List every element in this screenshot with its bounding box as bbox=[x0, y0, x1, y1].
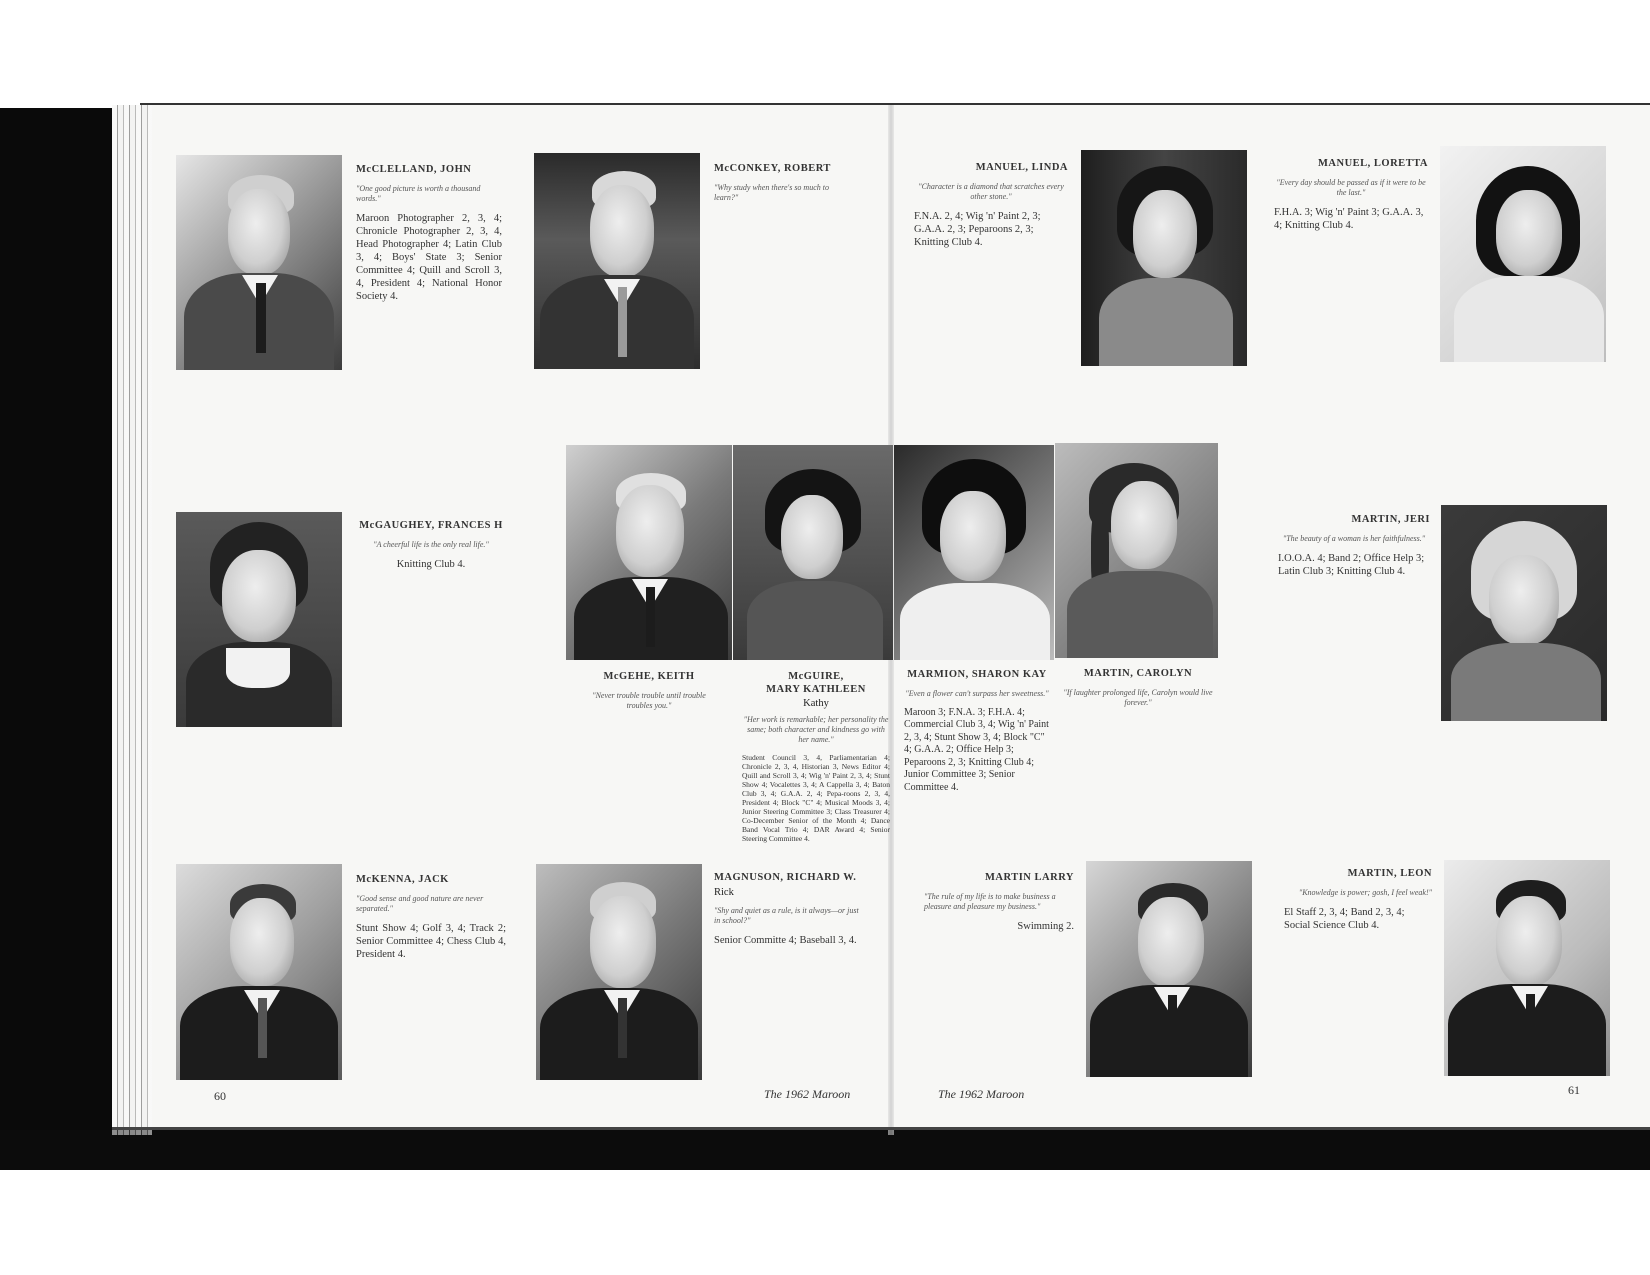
page-edge-top bbox=[140, 103, 1650, 105]
student-name: MARTIN, CAROLYN bbox=[1083, 668, 1193, 679]
portrait-marmion bbox=[894, 445, 1054, 660]
student-quote: "Character is a diamond that scratches every other stone." bbox=[918, 181, 1064, 201]
student-name-2: MARY KATHLEEN bbox=[766, 683, 866, 695]
portrait-mcgehe bbox=[566, 445, 732, 660]
footer-right: The 1962 Maroon bbox=[938, 1087, 1025, 1101]
student-nickname: Kathy bbox=[803, 698, 829, 710]
student-name: McGAUGHEY, FRANCES H bbox=[359, 520, 503, 531]
student-quote: "Even a flower can't surpass her sweetness." bbox=[905, 688, 1049, 698]
entry-mcclelland bbox=[356, 164, 502, 303]
scan-border-bottom bbox=[0, 1130, 1650, 1170]
student-quote: "If laughter prolonged life, Carolyn would live forever." bbox=[1063, 687, 1213, 707]
student-quote: "Never trouble trouble until trouble troubles you." bbox=[592, 690, 706, 710]
entry-manuel-linda bbox=[914, 162, 1068, 249]
student-activities: Swimming 2. bbox=[1017, 920, 1074, 932]
portrait-magnuson bbox=[536, 864, 702, 1080]
student-name: MANUEL, LORETTA bbox=[1318, 158, 1428, 169]
portrait-martin-carolyn bbox=[1055, 443, 1218, 658]
student-quote: "Knowledge is power; gosh, I feel weak!" bbox=[1298, 887, 1432, 897]
student-activities: F.H.A. 3; Wig 'n' Paint 3; G.A.A. 3, 4; Knitting Club 4. bbox=[1274, 206, 1424, 231]
student-name: McGUIRE, bbox=[788, 671, 844, 682]
student-name: MARTIN, JERI bbox=[1351, 514, 1430, 525]
student-quote: "A cheerful life is the only real life." bbox=[373, 539, 489, 549]
student-quote: "Her work is remarkable; her personality the same; both character and kindness go with her name." bbox=[743, 714, 889, 744]
student-quote: "Every day should be passed as if it were to be the last." bbox=[1276, 177, 1426, 197]
entry-marmion bbox=[904, 669, 1050, 794]
portrait-mcclelland bbox=[176, 155, 342, 370]
student-name: McKENNA, JACK bbox=[356, 874, 449, 885]
entry-mcconkey bbox=[714, 163, 844, 203]
portrait-manuel-linda bbox=[1081, 150, 1247, 366]
entry-magnuson bbox=[714, 872, 864, 947]
book-binding bbox=[112, 105, 152, 1135]
footer-left: The 1962 Maroon bbox=[764, 1087, 851, 1101]
entry-martin-carolyn bbox=[1060, 668, 1216, 708]
student-quote: "Good sense and good nature are never separated." bbox=[356, 893, 484, 913]
scan-border-left bbox=[0, 108, 112, 1170]
student-activities: I.O.O.A. 4; Band 2; Office Help 3; Latin Club 3; Knitting Club 4. bbox=[1278, 552, 1425, 577]
student-nickname: Rick bbox=[714, 886, 734, 898]
entry-mcgehe bbox=[584, 671, 714, 711]
student-quote: "One good picture is worth a thousand words." bbox=[356, 183, 481, 203]
page-number-left: 60 bbox=[214, 1089, 226, 1103]
entry-mcgaughey bbox=[356, 520, 506, 571]
portrait-mcgaughey bbox=[176, 512, 342, 727]
portrait-mcconkey bbox=[534, 153, 700, 369]
portrait-manuel-loretta bbox=[1440, 146, 1606, 362]
student-activities: Senior Committe 4; Baseball 3, 4. bbox=[714, 935, 857, 947]
student-name: McGEHE, KEITH bbox=[603, 671, 695, 682]
student-name: MARTIN LARRY bbox=[985, 872, 1074, 883]
student-name: MARTIN, LEON bbox=[1347, 868, 1432, 879]
page-number-right: 61 bbox=[1568, 1083, 1580, 1097]
entry-mckenna bbox=[356, 874, 506, 961]
student-quote: "The rule of my life is to make business a pleasure and pleasure my business." bbox=[924, 891, 1056, 911]
page-edge-bottom bbox=[112, 1127, 1650, 1130]
student-quote: "Why study when there's so much to learn?" bbox=[714, 182, 829, 202]
entry-martin-larry bbox=[924, 872, 1074, 933]
student-quote: "Shy and quiet as a rule, is it always—or just in school?" bbox=[714, 906, 859, 926]
student-activities: F.N.A. 2, 4; Wig 'n' Paint 2, 3; G.A.A. 2, 3; Peparoons 2, 3; Knitting Club 4. bbox=[914, 210, 1041, 248]
student-activities: Knitting Club 4. bbox=[396, 558, 466, 570]
portrait-mcguire bbox=[733, 445, 893, 660]
portrait-mckenna bbox=[176, 864, 342, 1080]
student-activities: El Staff 2, 3, 4; Band 2, 3, 4; Social Science Club 4. bbox=[1284, 906, 1405, 931]
student-activities: Maroon Photographer 2, 3, 4; Chronicle Photographer 2, 3, 4, Head Photographer 4; Latin Club 3, 4; Boys' State 3; Senior Committee 4; Quill and Scroll 3, 4, President 4; National Honor Society 4. bbox=[356, 212, 502, 303]
entry-martin-jeri bbox=[1278, 514, 1430, 578]
portrait-martin-leon bbox=[1444, 860, 1610, 1076]
student-name: McCLELLAND, JOHN bbox=[356, 164, 472, 175]
student-activities: Stunt Show 4; Golf 3, 4; Track 2; Senior Committee 4; Chess Club 4, President 4. bbox=[356, 922, 506, 960]
student-quote: "The beauty of a woman is her faithfulness." bbox=[1282, 533, 1426, 543]
student-activities: Student Council 3, 4, Parliamentarian 4; Chronicle 2, 3, 4, Historian 3, News Editor 4; Quill and Scroll 3, 4; Wig 'n' Paint 2, 3, 4; Stunt Show 4; Vocalettes 3, 4; A Cappella 3, 4; Baton Club 3, 4; G.A.A. 2, 4; Pepa-roons 2, 3, 4, President 4; Block "C" 4; Musical Moods 3, 4; Junior Steering Committee 3; Class Treasurer 4; Co-December Senior of the Month 4; Dance Band Vocal Trio 4; DAR Award 4; Senior Steering Committee 4. bbox=[742, 752, 890, 843]
student-name: MARMION, SHARON KAY bbox=[907, 669, 1047, 680]
entry-manuel-loretta bbox=[1274, 158, 1428, 232]
student-name: MANUEL, LINDA bbox=[975, 162, 1068, 173]
portrait-martin-larry bbox=[1086, 861, 1252, 1077]
entry-martin-leon bbox=[1284, 868, 1432, 932]
student-name: McCONKEY, ROBERT bbox=[714, 163, 831, 174]
student-name: MAGNUSON, RICHARD W. bbox=[714, 872, 857, 883]
portrait-martin-jeri bbox=[1441, 505, 1607, 721]
student-activities: Maroon 3; F.N.A. 3; F.H.A. 4; Commercial Club 3, 4; Wig 'n' Paint 2, 3, 4; Stunt Show 3, 4; Block "C" 4; G.A.A. 2; Office Help 3; Peparoons 2, 3; Knitting Club 4; Junior Committee 3; Senior Committee 4. bbox=[904, 706, 1049, 793]
entry-mcguire bbox=[742, 671, 890, 843]
